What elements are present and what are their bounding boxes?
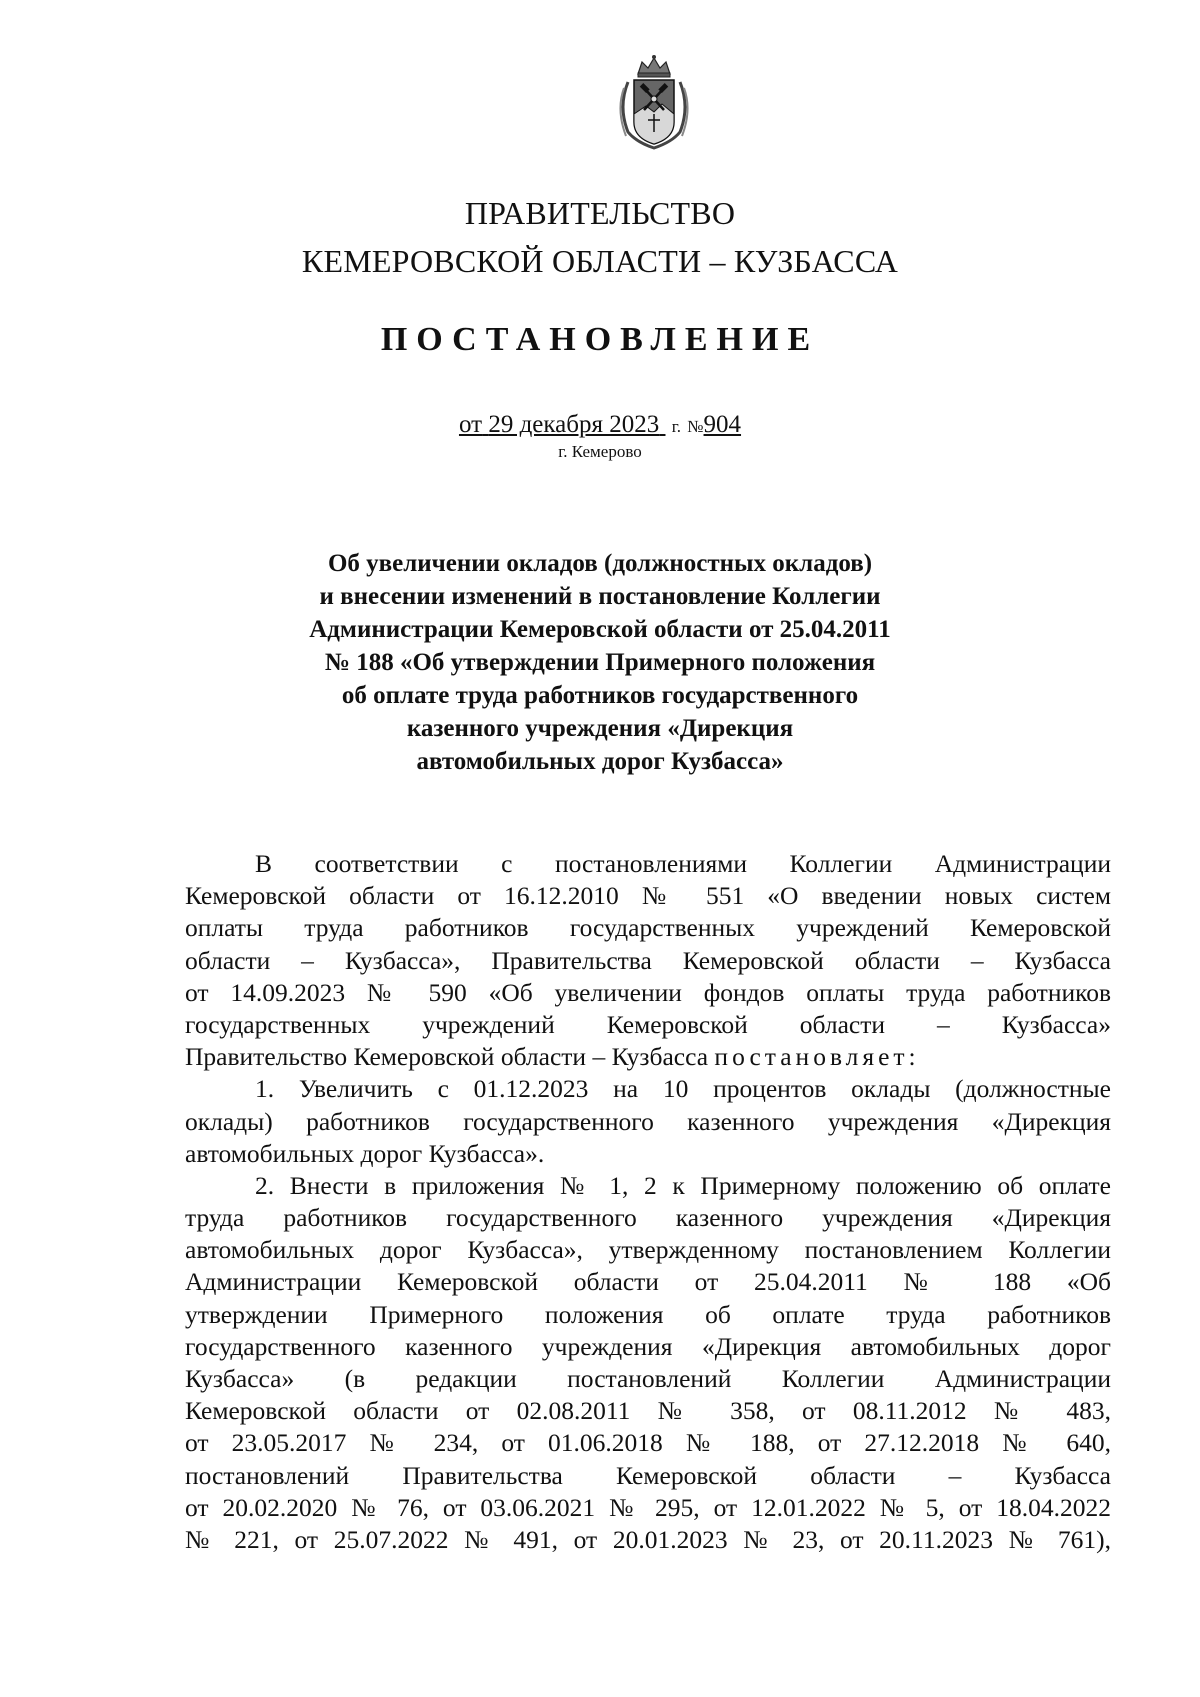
coat-of-arms-icon — [614, 52, 694, 152]
title-line: и внесении изменений в постановление Коллегии — [319, 583, 881, 610]
title-line: Об увеличении окладов (должностных окладов) — [327, 550, 873, 577]
body-line: от 23.05.2017 № 234, от 01.06.2018 № 188, от 27.12.2018 № 640, — [185, 1428, 1111, 1458]
body-line: 2. Внести в приложения № 1, 2 к Примерному положению об оплате — [255, 1170, 1111, 1200]
body-line: В соответствии с постановлениями Коллегии Администрации — [255, 849, 1111, 878]
body-line: Кемеровской области от 02.08.2011 № 358, от 08.11.2012 № 483, — [185, 1396, 1111, 1426]
body-line: от 20.02.2020 № 76, от 03.06.2021 № 295, от 12.01.2022 № 5, от 18.04.2022 — [185, 1492, 1111, 1522]
body-line: Кемеровской области от 16.12.2010 № 551 «О введении новых систем — [185, 881, 1111, 911]
title-line: Администрации Кемеровской области от 25.04.2011 — [309, 616, 891, 643]
title-line: об оплате труда работников государственного — [341, 682, 859, 709]
government-name-line-2: КЕМЕРОВСКОЙ ОБЛАСТИ – КУЗБАССА — [301, 243, 899, 279]
body-line: оплаты труда работников государственных учреждений Кемеровской — [185, 913, 1111, 943]
title-line: № 188 «Об утверждении Примерного положения — [324, 649, 876, 676]
body-line-resolves: Правительство Кемеровской области – Кузбасса постановляет: — [185, 1042, 920, 1072]
body-line: автомобильных дорог Кузбасса». — [185, 1138, 545, 1168]
body-line: № 221, от 25.07.2022 № 491, от 20.01.2023 № 23, от 20.11.2023 № 761), — [185, 1524, 1111, 1554]
date-prefix: от 29 декабря 2023 — [458, 411, 660, 438]
document-type-title: ПОСТАНОВЛЕНИЕ — [380, 321, 820, 358]
body-line: от 14.09.2023 № 590 «Об увеличении фондов оплаты труда работников — [185, 977, 1111, 1007]
resolves-word: постановляет: — [714, 1042, 920, 1072]
body-line: оклады) работников государственного казенного учреждения «Дирекция — [185, 1106, 1111, 1136]
document-date: 29 декабря 2023 — [488, 411, 660, 438]
number-label: № — [687, 417, 704, 436]
city-name: г. Кемерово — [558, 442, 642, 461]
body-line: труда работников государственного казенного учреждения «Дирекция — [185, 1203, 1111, 1233]
date-number-line — [0, 410, 1200, 442]
body-line: государственного казенного учреждения «Дирекция автомобильных дорог — [185, 1331, 1111, 1361]
body-line: Кузбасса» (в редакции постановлений Коллегии Администрации — [185, 1364, 1111, 1393]
body-line: автомобильных дорог Кузбасса», утвержденному постановлением Коллегии — [185, 1235, 1111, 1265]
document-subject-title — [300, 547, 900, 778]
body-line: области – Кузбасса», Правительства Кемеровской области – Кузбасса — [185, 945, 1111, 975]
body-line: Администрации Кемеровской области от 25.04.2011 № 188 «Об — [185, 1267, 1111, 1297]
document-body — [185, 848, 1111, 1556]
title-line: автомобильных дорог Кузбасса» — [416, 748, 784, 775]
title-line: казенного учреждения «Дирекция — [406, 715, 794, 742]
body-line: утверждении Примерного положения об оплате труда работников — [185, 1299, 1111, 1329]
body-line: 1. Увеличить с 01.12.2023 на 10 процентов оклады (должностные — [255, 1074, 1111, 1104]
document-number: 904 — [703, 411, 742, 438]
body-line: постановлений Правительства Кемеровской области – Кузбасса — [185, 1460, 1111, 1490]
body-line: государственных учреждений Кемеровской области – Кузбасса» — [185, 1009, 1111, 1039]
government-name-line-1: ПРАВИТЕЛЬСТВО — [464, 195, 736, 231]
year-suffix: г. — [671, 417, 682, 436]
